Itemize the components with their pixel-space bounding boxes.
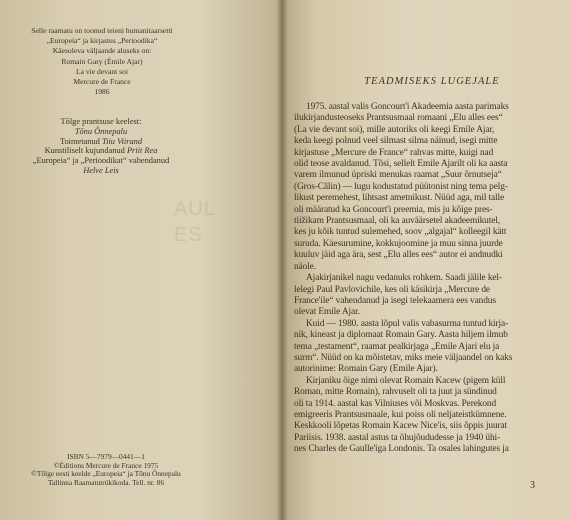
text-line: varem ilmunud üpriski menukas raamat „Suur õrnutseja“ — [294, 170, 502, 181]
publishers-line: „Europeia“ ja „Perioodikat“ vahendanud — [32, 156, 170, 166]
text-line: olid teose avaldanud. Tõsi, sellelt Émile Ajarilt oli ka aasta — [294, 159, 508, 170]
book-gutter-shadow — [276, 0, 288, 520]
text-line: France'ile“ vahendanud ja isegi telekaamera ees vandus — [294, 295, 496, 306]
text-line: tiižikam Prantsusmaal, oli ka auväärsetel akadeemikutel, — [294, 216, 500, 227]
text-line: olevat Émile Ajar. — [294, 307, 360, 318]
text-line: lelegi Paul Pavlovichile, kes oli käsikirja „Mercure de — [294, 284, 490, 295]
text-line: tema „testament“, raamat pealkirjaga „Émile Ajari elu ja — [294, 341, 500, 352]
credit-line: La vie devant soi — [75, 66, 129, 76]
editor-line — [0, 137, 202, 147]
credit-line: Käesoleva väljaande aluseks on: — [52, 46, 152, 56]
publishers-name: Helve Leis — [83, 165, 119, 175]
staff-credits — [0, 117, 202, 176]
show-through-line: AUL — [174, 198, 216, 220]
credit-line: Romain Gary (Émile Ajar) — [61, 56, 143, 66]
credit-line: Mercure de France — [73, 77, 131, 87]
text-line: Pariisis. 1938. aastal astus ta õhujõududesse ja 1940 ühi- — [294, 432, 501, 443]
designer-name: Priit Rea — [126, 146, 158, 156]
translator-label: Tõlge prantsuse keelest: — [60, 117, 142, 126]
left-page — [0, 0, 280, 520]
isbn-line: ©Tõlge eesti keelde „Europeia“ ja Tõnu Õnnepalu — [31, 469, 181, 479]
editor-label: Toimetanud — [59, 136, 100, 146]
text-line: oli ta 1914. aastal kas Vilniuses või Moskvas. Perekond — [294, 398, 497, 409]
text-line: likust peremehest, lihtsast ametnikust. Nüüd aga, mil talle — [294, 193, 505, 204]
credit-line: Selle raamatu on toonud teieni humanitaarsetti — [31, 26, 173, 35]
text-line: autorinime: Romain Gary (Émile Ajar). — [294, 364, 438, 375]
text-line: oli määratud ka Goncourt'i preemia, mis ju kõige pres- — [294, 204, 493, 215]
text-line: (La vie devant soi), mille autoriks oli keegi Émile Ajar, — [294, 124, 495, 135]
designer-line — [0, 146, 202, 156]
chapter-heading: TEADMISEKS LUGEJALE — [364, 76, 500, 87]
show-through-text — [174, 196, 216, 248]
text-line: Ajakirjanikel nagu vedanuks rohkem. Saadi jälile kel- — [306, 273, 502, 284]
text-line: kes ju kõik tuntud sulemehed, soov „algajal“ kolleegil kätt — [294, 227, 507, 238]
text-line: ilukirjandusteoseks Prantsusmaal romaani „Elu alles ees“ — [294, 113, 503, 124]
text-line: näole. — [294, 261, 316, 272]
isbn-line: ISBN 5—7979—0441—1 — [67, 452, 145, 461]
isbn-line: Tallinna Raamatutrükikoda. Tell. nr. 86 — [47, 477, 165, 487]
show-through-line: ES — [174, 224, 203, 246]
isbn-line: ©Éditions Mercure de France 1975 — [53, 460, 159, 470]
text-line: Kirjaniku õige nimi olevat Romain Kacew (pigem küll — [306, 375, 506, 386]
text-line: Roman, mitte Romain), rahvuselt oli ta juut ja sündinud — [294, 387, 497, 398]
text-line: keda keegi polnud veel silmast silma näinud, isegi mitte — [294, 136, 498, 147]
text-line: Kuid — 1980. aasta lõpul valis vabasurma tuntud kirja- — [306, 318, 509, 329]
text-line: emigreeris Prantsusmaale, kui poiss oli neljateistkümnene. — [294, 409, 507, 420]
editor-name: Tiiu Viirand — [101, 136, 143, 146]
text-line: kirjastuse „Mercure de France“ rahvas mitte, kuigi nad — [294, 147, 494, 158]
text-line: surm“. Nüüd on ka mõistetav, miks meie väljaandel on kaks — [294, 352, 513, 363]
text-line: nik, kineast ja diplomaat Romain Gary. Aasta hiljem ilmub — [294, 330, 508, 341]
credit-line: 1986 — [94, 87, 110, 97]
translator-name: Tõnu Õnnepalu — [74, 126, 128, 136]
isbn-block — [6, 453, 206, 487]
text-line: 1975. aastal valis Goncourt'i Akadeemia aasta parimaks — [306, 102, 509, 112]
credit-line: „Europeia“ ja kirjastus „Perioodika“ — [46, 36, 158, 46]
text-line: Keskkooli lõpetas Romain Kacew Nice'is, siis õppis juurat — [294, 421, 508, 432]
text-line: (Gros-Câlin) — lugu kodustatud püütonist ning tema pelg- — [294, 181, 508, 192]
page-number: 3 — [530, 480, 535, 491]
text-line: nes Charles de Gaulle'iga Londonis. Ta osales lahingutes ja — [294, 444, 509, 455]
text-line: suruda. Käesurumine, kokkujoomine ja muu sinna juurde — [294, 238, 503, 249]
publisher-credits — [4, 26, 200, 97]
text-line: kuuluv jäid aga ära, sest „Elu alles ees“ autor ei andnudki — [294, 250, 503, 261]
designer-label: Kunstiliselt kujundanud — [44, 146, 125, 156]
body-text — [294, 102, 570, 456]
